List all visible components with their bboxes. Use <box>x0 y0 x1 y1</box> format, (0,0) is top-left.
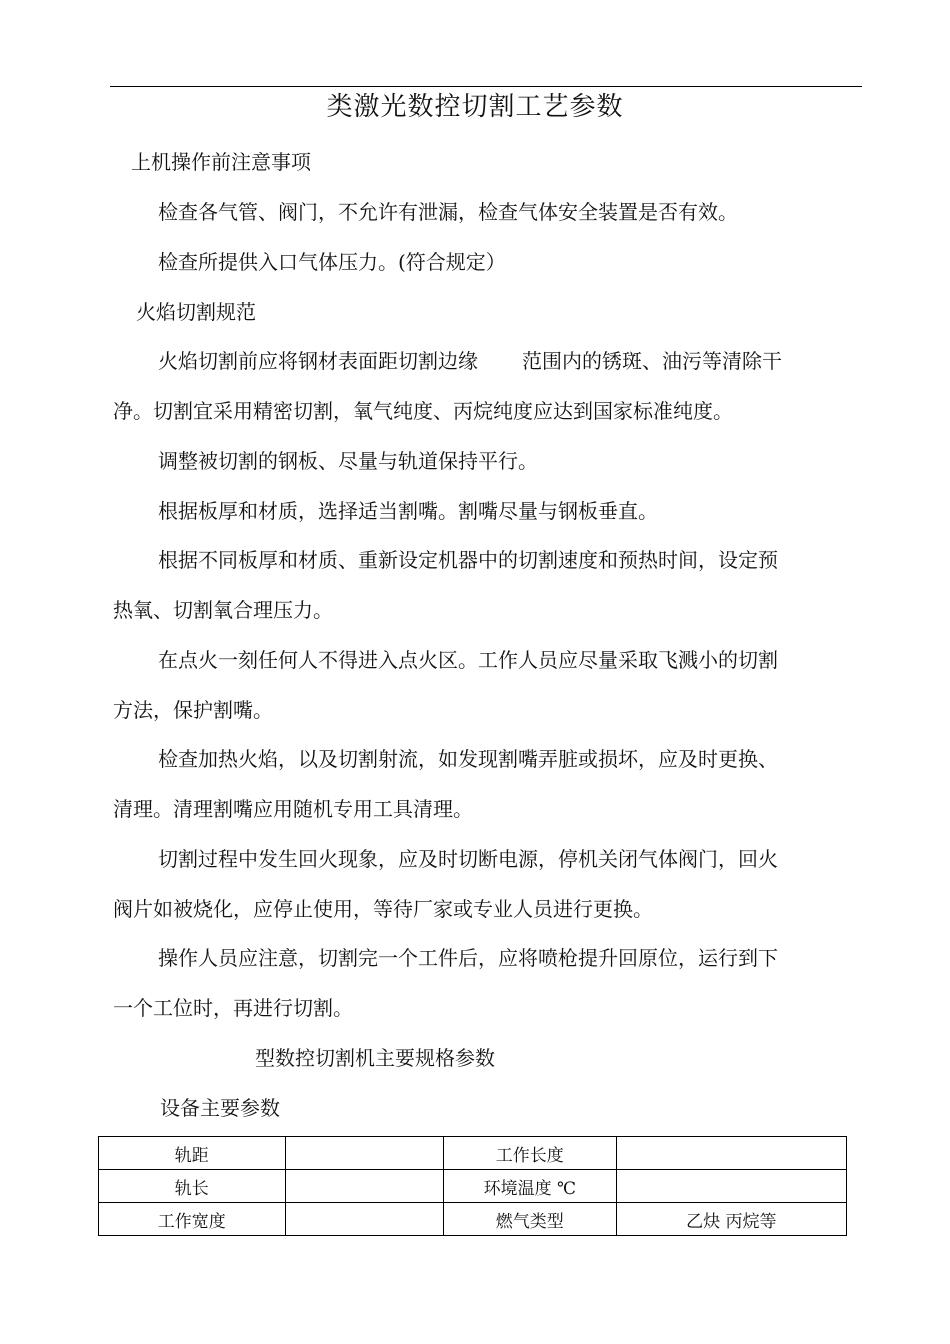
section-heading-flame-cutting: 火焰切割规范 <box>136 300 256 324</box>
paragraph-line: 调整被切割的钢板、尽量与轨道保持平行。 <box>158 449 538 473</box>
table-cell: 工作长度 <box>444 1137 617 1170</box>
table-cell <box>616 1170 846 1203</box>
equipment-heading: 设备主要参数 <box>160 1096 280 1120</box>
top-rule <box>110 86 862 87</box>
paragraph-line: 检查所提供入口气体压力。(符合规定） <box>158 250 506 274</box>
paragraph-line: 检查各气管、阀门，不允许有泄漏，检查气体安全装置是否有效。 <box>158 200 738 224</box>
paragraph-line: 净。切割宜采用精密切割，氧气纯度、丙烷纯度应达到国家标准纯度。 <box>113 399 733 423</box>
paragraph-line: 清理。清理割嘴应用随机专用工具清理。 <box>113 797 473 821</box>
table-cell: 乙炔 丙烷等 <box>616 1203 846 1236</box>
table-row <box>99 1203 847 1236</box>
paragraph-fragment: 范围内的锈斑、油污等清除干 <box>522 349 782 373</box>
paragraph-line: 热氧、切割氧合理压力。 <box>113 598 333 622</box>
section-heading-pre-operation: 上机操作前注意事项 <box>131 150 311 174</box>
table-row <box>99 1137 847 1170</box>
spec-heading: 型数控切割机主要规格参数 <box>255 1046 495 1070</box>
paragraph-line: 在点火一刻任何人不得进入点火区。工作人员应尽量采取飞溅小的切割 <box>158 648 778 672</box>
table-cell <box>285 1203 444 1236</box>
paragraph-line: 切割过程中发生回火现象，应及时切断电源，停机关闭气体阀门，回火 <box>158 847 778 871</box>
paragraph-fragment: 火焰切割前应将钢材表面距切割边缘 <box>158 349 478 373</box>
paragraph-line: 检查加热火焰，以及切割射流，如发现割嘴弄脏或损坏，应及时更换、 <box>158 747 778 771</box>
equipment-params-table <box>98 1136 847 1236</box>
table-cell: 轨长 <box>99 1170 286 1203</box>
paragraph-line: 阀片如被烧化，应停止使用，等待厂家或专业人员进行更换。 <box>113 897 653 921</box>
table-cell <box>616 1137 846 1170</box>
table-cell: 轨距 <box>99 1137 286 1170</box>
paragraph-line: 根据不同板厚和材质、重新设定机器中的切割速度和预热时间，设定预 <box>158 548 778 572</box>
paragraph-line: 根据板厚和材质，选择适当割嘴。割嘴尽量与钢板垂直。 <box>158 499 658 523</box>
paragraph-line <box>158 347 782 375</box>
table-cell: 工作宽度 <box>99 1203 286 1236</box>
table-cell: 环境温度 ℃ <box>444 1170 617 1203</box>
table-row <box>99 1170 847 1203</box>
table-cell: 燃气类型 <box>444 1203 617 1236</box>
paragraph-line: 方法，保护割嘴。 <box>113 698 273 722</box>
page-title: 类激光数控切割工艺参数 <box>326 92 624 122</box>
paragraph-line: 操作人员应注意，切割完一个工件后，应将喷枪提升回原位，运行到下 <box>158 946 778 970</box>
table-cell <box>285 1170 444 1203</box>
table-cell <box>285 1137 444 1170</box>
paragraph-line: 一个工位时，再进行切割。 <box>113 996 353 1020</box>
